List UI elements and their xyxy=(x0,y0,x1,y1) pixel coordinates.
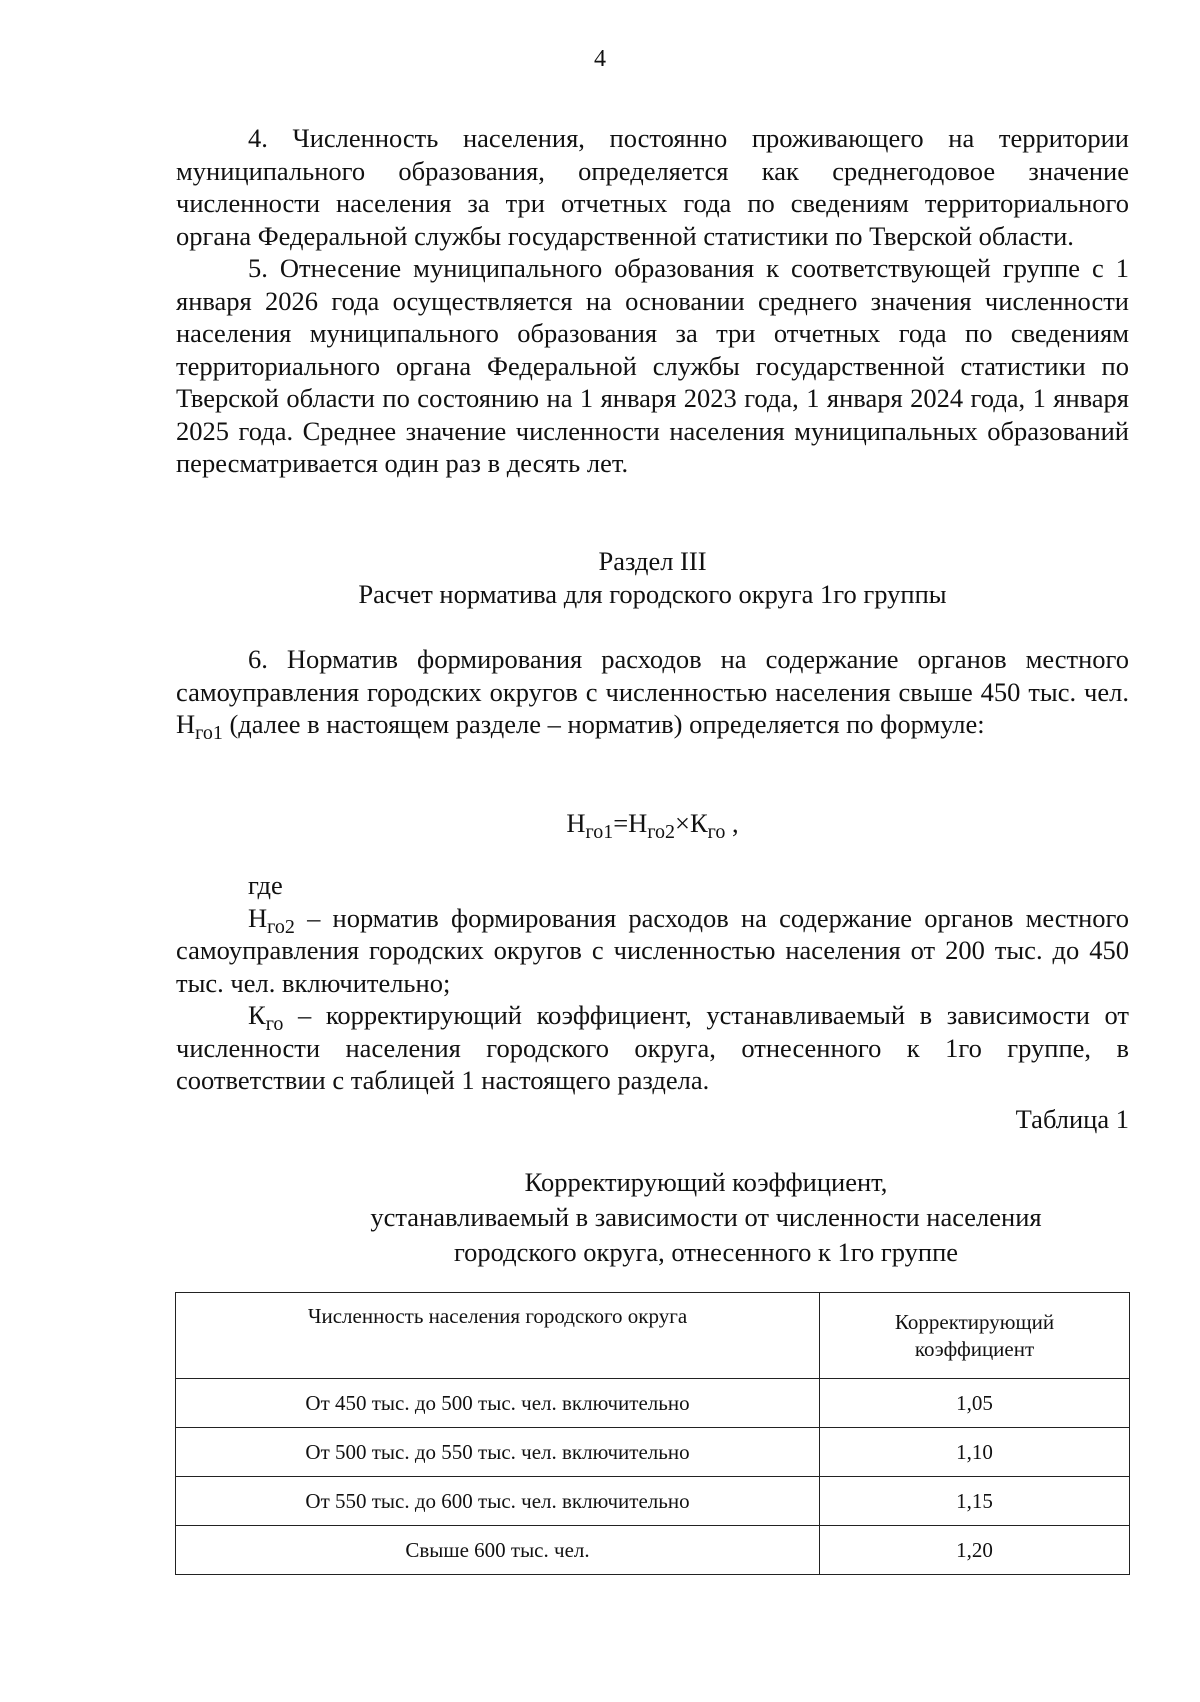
definitions-block xyxy=(176,869,1129,1097)
table-label: Таблица 1 xyxy=(1015,1104,1129,1134)
formula-sub-go2: го2 xyxy=(647,821,676,843)
formula-sub-go1: го1 xyxy=(585,821,614,843)
row-range: От 500 тыс. до 550 тыс. чел. включительно xyxy=(176,1428,820,1477)
row-coef: 1,10 xyxy=(820,1428,1130,1477)
formula-h2: Н xyxy=(628,808,648,838)
header-coefficient-line1: Корректирующий xyxy=(894,1309,1055,1334)
def-k-symbol: К xyxy=(248,1000,266,1030)
table-caption-line1: Корректирующий коэффициент, xyxy=(524,1167,888,1197)
where-word: где xyxy=(248,870,283,900)
table-row xyxy=(176,1428,1130,1477)
header-coefficient xyxy=(820,1293,1130,1379)
page-number: 4 xyxy=(594,46,606,72)
row-range: От 550 тыс. до 600 тыс. чел. включительно xyxy=(176,1477,820,1526)
formula xyxy=(176,808,1129,843)
row-range: Свыше 600 тыс. чел. xyxy=(176,1526,820,1575)
section-heading-block xyxy=(176,545,1129,611)
paragraph-6-subscript: го1 xyxy=(195,722,223,744)
definition-k xyxy=(176,999,1129,1097)
row-range: От 450 тыс. до 500 тыс. чел. включительно xyxy=(176,1379,820,1428)
table-row xyxy=(176,1526,1130,1575)
table-row xyxy=(176,1379,1130,1428)
row-coef: 1,20 xyxy=(820,1526,1130,1575)
def-h-sub: го2 xyxy=(267,915,295,938)
formula-tail: , xyxy=(725,808,739,838)
table-caption-line3: городского округа, отнесенного к 1го группе xyxy=(453,1237,959,1267)
formula-h: Н xyxy=(566,808,586,838)
table-row xyxy=(176,1477,1130,1526)
table-caption-line2: устанавливаемый в зависимости от численности населения xyxy=(370,1202,1042,1232)
table-label-block xyxy=(176,1104,1129,1135)
header-coefficient-line2: коэффициент xyxy=(914,1336,1035,1361)
row-coef: 1,05 xyxy=(820,1379,1130,1428)
paragraph-5: 5. Отнесение муниципального образования к соответствующей группе с 1 января 2026 года осуществляется на основании среднего значения численности населения муниципального образования за три отчетных года по сведениям территориального органа Федеральной службы государственной статистики по Тверской области по состоянию на 1 января 2023 года, 1 января 2024 года, 1 января 2025 года. Среднее значение численности населения муниципальных образований пересматривается один раз в десять лет. xyxy=(176,253,1129,478)
formula-k: К xyxy=(689,808,708,838)
paragraph-6 xyxy=(176,643,1129,744)
coefficient-table xyxy=(175,1292,1130,1575)
def-h-symbol: Н xyxy=(248,902,268,933)
def-h-text: – норматив формирования расходов на содержание органов местного самоуправления городских округов с численностью населения от 200 тыс. до 450 тыс. чел. включительно; xyxy=(176,902,1129,998)
formula-equals: = xyxy=(613,808,629,838)
section-heading: Раздел III xyxy=(598,546,707,576)
formula-times: × xyxy=(675,808,690,838)
table-caption xyxy=(176,1165,1200,1270)
section-title: Расчет норматива для городского округа 1го группы xyxy=(358,579,947,609)
def-k-sub: го xyxy=(265,1013,284,1035)
definition-h xyxy=(176,902,1129,1000)
paragraph-6-block xyxy=(176,643,1129,744)
def-k-text: – корректирующий коэффициент, устанавливаемый в зависимости от численности населения городского округа, отнесенного к 1го группе, в соответствии с таблицей 1 настоящего раздела. xyxy=(176,1000,1129,1095)
formula-sub-go: го xyxy=(707,821,726,843)
header-population: Численность населения городского округа xyxy=(176,1293,820,1379)
paragraph-6-text-before: 6. Норматив формирования расходов на содержание органов местного самоуправления городских округов с численностью населения свыше 450 тыс. чел. Н xyxy=(176,644,1129,739)
paragraph-6-text-after: (далее в настоящем разделе – норматив) определяется по формуле: xyxy=(222,709,985,739)
paragraph-4-block xyxy=(176,122,1129,480)
table-header-row xyxy=(176,1293,1130,1379)
row-coef: 1,15 xyxy=(820,1477,1130,1526)
paragraph-4: 4. Численность населения, постоянно проживающего на территории муниципального образования, определяется как среднегодовое значение численности населения за три отчетных года по сведениям территориального органа Федеральной службы государственной статистики по Тверской области. xyxy=(176,123,1129,251)
